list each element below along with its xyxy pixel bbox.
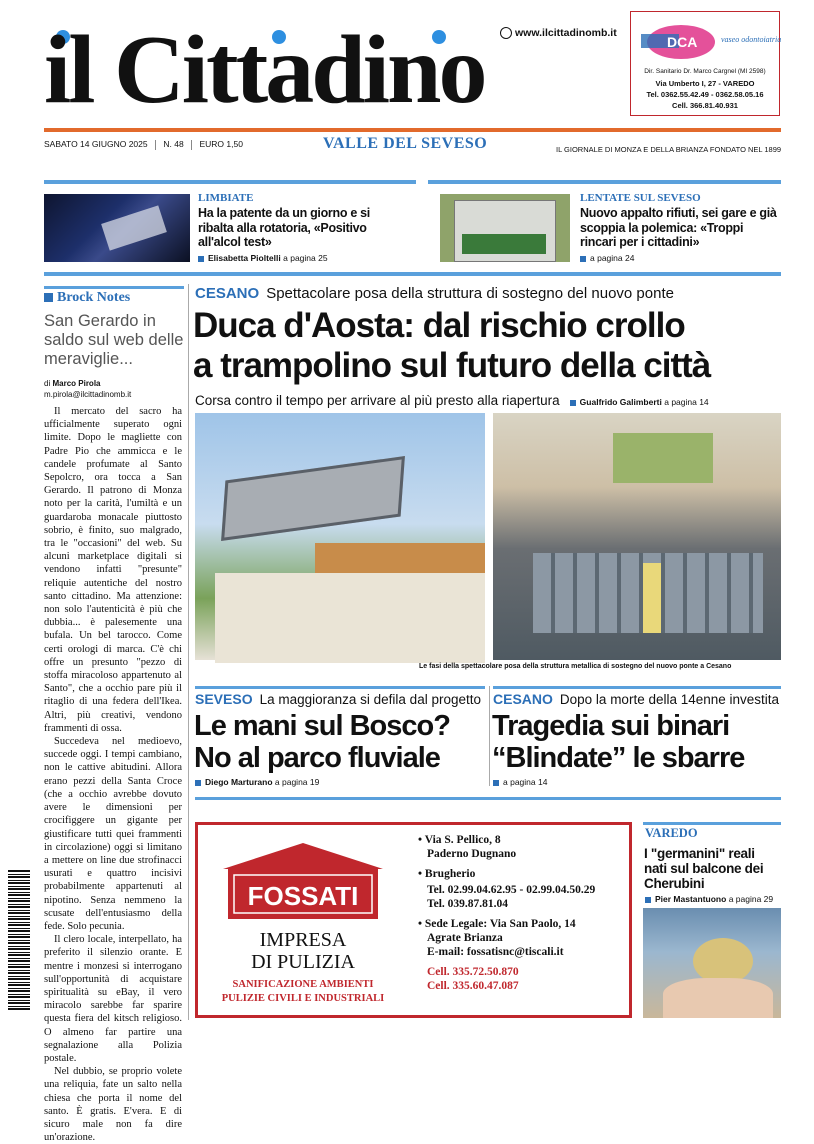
story-right-headline-1[interactable]: Tragedia sui binari: [492, 710, 730, 742]
main-photo-left: [195, 413, 485, 660]
teaser-title-lentate[interactable]: Nuovo appalto rifiuti, sei gare e già scoppia la polemica: «Troppi rincari per i cittadini»: [580, 206, 777, 249]
main-caption: Le fasi della spettacolare posa della struttura metallica di sostegno del nuovo ponte a Cesano: [419, 663, 732, 670]
teaser-section-limbiate: LIMBIATE: [198, 192, 254, 204]
teaser-byline-lentate: a pagina 24: [580, 253, 634, 263]
column-paragraph: Nel dubbio, se proprio volete una reliquia, fate un salto nella chiesa che porta il nome del santo. È gratis. E'vera. E di sicuro male non fa dire un'orazione.: [44, 1066, 182, 1144]
fossati-line1: IMPRESA: [259, 929, 347, 951]
fossati-contacts: • Via S. Pellico, 8 Paderno Dugnano • Brugherio Tel. 02.99.04.62.95 - 02.99.04.50.29 Tel. 039.87.81.04 • Sede Legale: Via San Paolo, 14 Agrate Brianza E-mail: fossatisnc@tiscali.it Cell. 335.72.50.870 Cell. 335.60.47.087: [418, 834, 596, 992]
stories-bottom-rule: [195, 797, 781, 800]
story-left-headline-1[interactable]: Le mani sul Bosco?: [194, 710, 450, 742]
edition-title: VALLE DEL SEVESO: [323, 135, 488, 152]
teaser-title-limbiate[interactable]: Ha la patente da un giorno e si ribalta alla rotatoria, «Positivo all'alcol test»: [198, 206, 370, 249]
column-label: Brock Notes: [44, 288, 130, 306]
column-title: San Gerardo in saldo sul web delle meraviglie...: [44, 312, 184, 368]
varedo-byline: Pier Mastantuono a pagina 29: [645, 894, 773, 904]
story-right-headline-2[interactable]: “Blindate” le sbarre: [492, 742, 745, 774]
column-paragraph: Succedeva nel medioevo, succede oggi. I tempi cambiano, non le cattive abitudini. Allora erano pezzi della Santa Croce (che a occhio avrebbe dovuto avere le dimensioni per crocifiggere un gigante per giustificare tutti quei frammenti in circolazione) oggi si limitano a mettere on line due strofinacci usurati e quattro incisivi probabilmente appartenuti al nipotino. Senza nemmeno la scusate dell'entusiasmo della fede. Solo pecunia.: [44, 736, 182, 932]
dca-address: Via Umberto I, 27 - VAREDO: [655, 79, 755, 88]
story-right-byline: a pagina 14: [493, 777, 547, 787]
dca-logo-graphic: [641, 20, 782, 62]
fossati-line3: SANIFICAZIONE AMBIENTI: [232, 979, 374, 990]
date: SABATO 14 GIUGNO 2025: [44, 139, 148, 149]
dca-logo: [641, 20, 782, 62]
column-body: [44, 405, 182, 1144]
main-headline-1[interactable]: Duca d'Aosta: dal rischio crollo: [193, 306, 685, 345]
main-headline-2[interactable]: a trampolino sul futuro della città: [193, 346, 711, 385]
story-left-headline-2[interactable]: No al parco fluviale: [194, 742, 440, 774]
teaser-rule-right: [428, 180, 781, 184]
masthead-rule: [44, 128, 781, 132]
column-byline: di Marco Pirola m.pirola@ilcittadinomb.it: [44, 379, 132, 399]
teasers-bottom-rule: [44, 272, 781, 276]
column-paragraph: Il mercato del sacro ha ufficialmente superato ogni limite. Dopo le magliette con Padre Pio che ammicca e le candele profumate al Santo Sepolcro, ora tocca a San Gerardo. Il patrono di Monza noto per la carità, l'umiltà e un guardaroba monacale piuttosto sobrio, è finito, suo malgrado, tra le "occasioni" del web. Su alcuni marketplace digitali si vendono infatti "presunte" reliquie autentiche del nostro santo cittadino. Ma attenzione: non solo l'autenticità è più che dubbia... è palesemente una bufala. Un bel tarocco. Come certi orologi di marca. C'è chi offre un presunto "pezzo di stoffa miracoloso appartenuto al Santo", che a occhio pare più il ritaglio di una federa dell'Ikea. Altri, più creativi, vendono frammenti di ossa.: [44, 406, 182, 734]
teaser-photo-lentate: [440, 194, 570, 262]
teaser-byline-limbiate: Elisabetta Pioltelli a pagina 25: [198, 253, 328, 263]
fossati-line2: DI PULIZIA: [251, 951, 355, 973]
fossati-logo-graphic: [218, 839, 388, 925]
dca-brand: DCA: [667, 34, 698, 50]
fossati-brand: FOSSATI: [247, 881, 359, 911]
fossati-logo: [218, 839, 388, 925]
stories-divider: [489, 686, 490, 786]
dca-director: Dir. Sanitario Dr. Marco Cargnel (MI 2598): [644, 68, 766, 75]
globe-icon: [500, 27, 512, 39]
price: EURO 1,50: [199, 139, 243, 149]
column-paragraph: Il clero locale, interpellato, ha preferito il silenzio orante. E mentre i monzesi si interrogano sull'opportunità di acquistare spiritualità su eBay, il vero miracolo sarebbe far sparire questa fiera del kitsch religioso. O almeno far partire una segnalazione alla Polizia postale.: [44, 934, 182, 1064]
story-right-kicker: CESANO Dopo la morte della 14enne investita: [493, 691, 780, 707]
dca-cell: Cell. 366.81.40.931: [672, 101, 738, 110]
varedo-section: VAREDO: [645, 826, 698, 840]
barcode: [8, 870, 30, 1010]
dca-sub: vaseo odontoiatria: [721, 35, 782, 44]
logo-text: il Cittadino: [44, 16, 485, 124]
column-divider: [188, 284, 189, 1020]
date-line: [44, 139, 243, 150]
varedo-photo: [643, 908, 781, 1018]
story-right-rule: [493, 686, 781, 689]
dca-tel: Tel. 0362.55.42.49 - 0362.58.05.16: [646, 90, 764, 99]
teaser-rule-left: [44, 180, 416, 184]
fossati-line4: PULIZIE CIVILI E INDUSTRIALI: [221, 993, 385, 1004]
teaser-section-lentate: LENTATE SUL SEVESO: [580, 192, 701, 204]
tagline: IL GIORNALE DI MONZA E DELLA BRIANZA FONDATO NEL 1899: [556, 145, 782, 154]
main-photo-right: [493, 413, 781, 660]
varedo-headline[interactable]: I "germanini" reali nati sul balcone dei Cherubini: [644, 846, 764, 891]
issue: N. 48: [163, 139, 184, 149]
fossati-ad[interactable]: [195, 822, 632, 1018]
dca-ad[interactable]: [630, 11, 780, 116]
main-subhead-line: Corsa contro il tempo per arrivare al più presto alla riapertura Gualfrido Galimberti a pagina 14: [195, 393, 709, 408]
story-left-kicker: SEVESO La maggioranza si defila dal progetto: [195, 691, 481, 707]
story-left-rule: [195, 686, 485, 689]
teaser-photo-limbiate: [44, 194, 190, 262]
varedo-rule: [643, 822, 781, 825]
website-link[interactable]: www.ilcittadinomb.it: [500, 27, 617, 39]
story-left-byline: Diego Marturano a pagina 19: [195, 777, 319, 787]
main-kicker: CESANO Spettacolare posa della struttura di sostegno del nuovo ponte: [195, 285, 674, 302]
